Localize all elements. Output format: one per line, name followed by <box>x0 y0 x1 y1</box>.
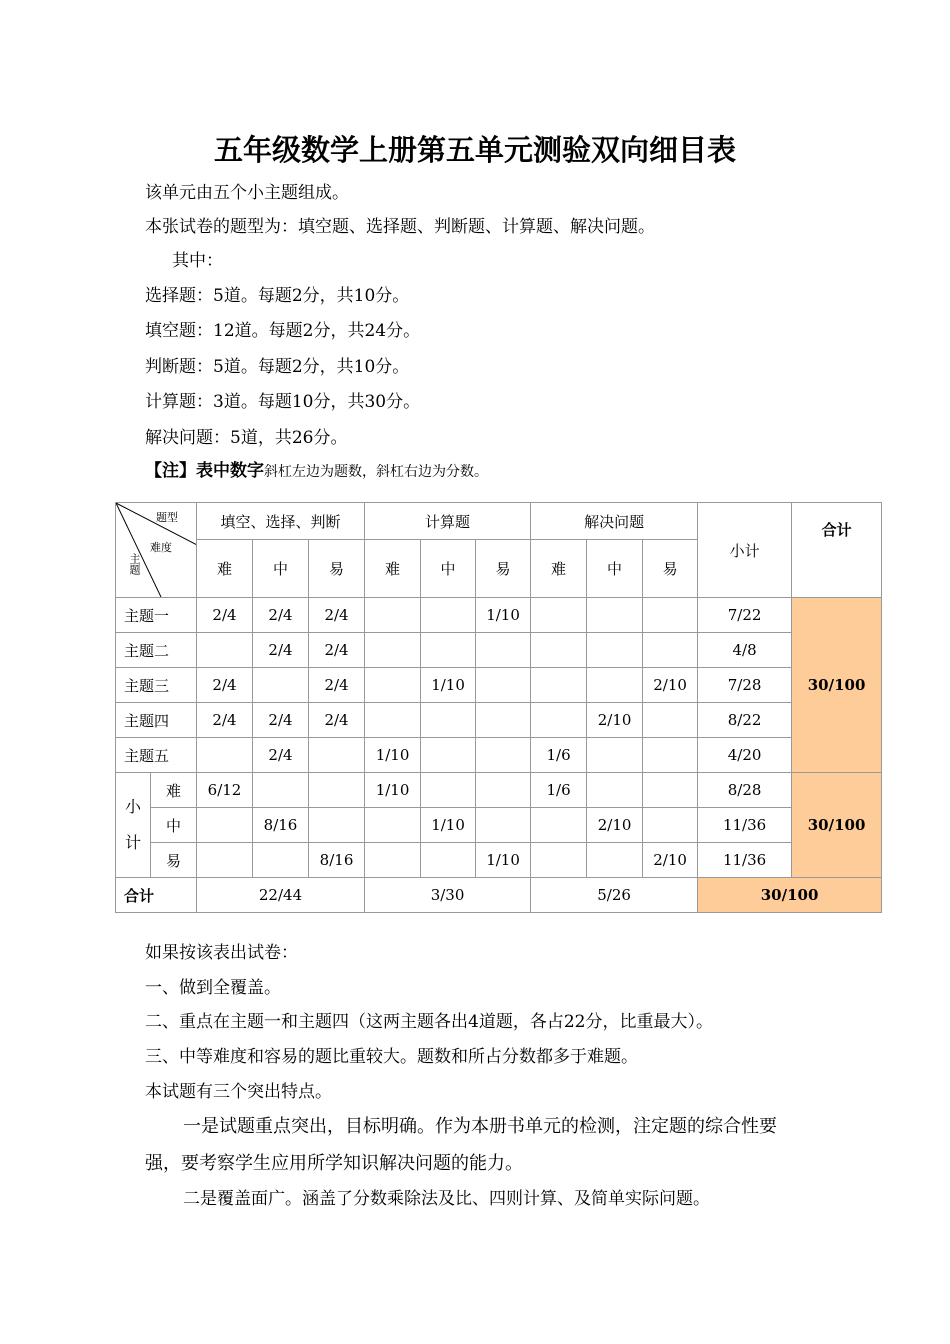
subtotal-cell: 8/22 <box>698 703 792 738</box>
level-header: 易 <box>476 540 531 598</box>
table-cell: 2/10 <box>643 668 698 703</box>
table-cell: 1/10 <box>365 773 421 808</box>
table-cell <box>531 668 587 703</box>
corner-difficulty-label: 难度 <box>150 541 172 554</box>
table-cell: 2/4 <box>197 668 253 703</box>
page-title: 五年级数学上册第五单元测验双向细目表 <box>213 133 736 167</box>
table-cell <box>253 843 309 878</box>
subtotal-cell: 4/8 <box>698 633 792 668</box>
subtotal-label-char: 小 <box>124 797 141 816</box>
table-cell <box>253 773 309 808</box>
table-cell <box>309 808 365 843</box>
table-cell: 2/4 <box>253 598 309 633</box>
level-header: 中 <box>253 540 309 598</box>
table-cell <box>476 633 531 668</box>
table-row <box>116 668 882 703</box>
level-header: 易 <box>643 540 698 598</box>
level-name: 难 <box>151 773 197 808</box>
body-line: 如果按该表出试卷： <box>145 943 298 963</box>
intro-line: 其中： <box>172 251 223 271</box>
body-line: 强，要考察学生应用所学知识解决问题的能力。 <box>145 1153 523 1174</box>
table-cell <box>476 703 531 738</box>
intro-line: 解决问题：5道，共26分。 <box>145 428 348 448</box>
level-name: 易 <box>151 843 197 878</box>
table-cell <box>421 773 476 808</box>
level-header: 中 <box>421 540 476 598</box>
table-row <box>116 773 882 808</box>
corner-topic-label: 主题 <box>128 553 141 575</box>
table-cell: 2/10 <box>643 843 698 878</box>
table-cell <box>197 808 253 843</box>
table-cell <box>365 633 421 668</box>
table-cell <box>531 633 587 668</box>
table-cell <box>531 598 587 633</box>
table-cell: 1/10 <box>476 598 531 633</box>
table-cell <box>587 773 643 808</box>
table-cell <box>531 808 587 843</box>
table-cell: 1/6 <box>531 738 587 773</box>
table-row <box>116 808 882 843</box>
table-cell <box>476 773 531 808</box>
table-cell: 1/10 <box>365 738 421 773</box>
table-cell: 2/4 <box>253 738 309 773</box>
table-cell <box>421 598 476 633</box>
level-name: 中 <box>151 808 197 843</box>
table-cell <box>365 598 421 633</box>
table-cell <box>197 843 253 878</box>
total-row <box>116 878 882 913</box>
body-line: 一、做到全覆盖。 <box>145 978 281 998</box>
intro-line: 本张试卷的题型为：填空题、选择题、判断题、计算题、解决问题。 <box>145 217 655 237</box>
body-line: 一是试题重点突出，目标明确。作为本册书单元的检测，注定题的综合性要 <box>183 1116 777 1137</box>
topic-name: 主题五 <box>116 738 197 773</box>
table-cell <box>643 773 698 808</box>
table-cell: 2/4 <box>253 633 309 668</box>
table-cell <box>365 668 421 703</box>
table-cell <box>587 843 643 878</box>
table-cell <box>365 808 421 843</box>
group-header: 解决问题 <box>531 503 698 540</box>
group-total-cell: 22/44 <box>197 878 365 913</box>
body-line: 二、重点在主题一和主题四（这两主题各出4道题，各占22分，比重最大）。 <box>145 1012 713 1032</box>
intro-line: 计算题：3道。每题10分，共30分。 <box>145 392 421 412</box>
table-cell <box>365 843 421 878</box>
intro-line: 选择题：5道。每题2分，共10分。 <box>145 286 410 306</box>
group-header: 计算题 <box>365 503 531 540</box>
level-header: 难 <box>531 540 587 598</box>
table-row <box>116 738 882 773</box>
subtotal-cell: 7/22 <box>698 598 792 633</box>
subtotal-cell: 11/36 <box>698 808 792 843</box>
level-header: 难 <box>197 540 253 598</box>
table-cell <box>587 738 643 773</box>
table-cell <box>587 633 643 668</box>
subtotal-header: 小计 <box>698 503 792 598</box>
table-cell <box>531 703 587 738</box>
table-row <box>116 843 882 878</box>
subtotal-label-char: 计 <box>124 833 141 852</box>
table-row <box>116 598 882 633</box>
table-cell: 2/4 <box>309 633 365 668</box>
total-row-label: 合计 <box>116 878 197 913</box>
table-cell: 2/4 <box>309 668 365 703</box>
table-cell <box>197 633 253 668</box>
table-cell <box>309 738 365 773</box>
table-cell <box>587 668 643 703</box>
table-cell <box>531 843 587 878</box>
note-text: 斜杠左边为题数，斜杠右边为分数。 <box>264 464 488 480</box>
table-cell: 2/4 <box>309 598 365 633</box>
group-total-cell: 3/30 <box>365 878 531 913</box>
table-cell: 2/10 <box>587 703 643 738</box>
table-cell: 8/16 <box>253 808 309 843</box>
topic-name: 主题三 <box>116 668 197 703</box>
subtotal-cell: 4/20 <box>698 738 792 773</box>
body-line: 本试题有三个突出特点。 <box>145 1082 332 1102</box>
table-cell: 2/10 <box>587 808 643 843</box>
intro-line: 该单元由五个小主题组成。 <box>145 183 349 203</box>
table-note <box>145 456 488 481</box>
intro-line: 填空题：12道。每题2分，共24分。 <box>145 321 421 341</box>
table-cell <box>643 808 698 843</box>
topic-name: 主题四 <box>116 703 197 738</box>
table-cell: 8/16 <box>309 843 365 878</box>
topic-name: 主题二 <box>116 633 197 668</box>
subtotal-row-label <box>116 773 151 878</box>
table-cell <box>421 738 476 773</box>
level-header: 中 <box>587 540 643 598</box>
topic-name: 主题一 <box>116 598 197 633</box>
topic-total-cell: 30/100 <box>792 598 882 773</box>
table-cell: 2/4 <box>197 598 253 633</box>
table-cell <box>197 738 253 773</box>
group-header: 填空、选择、判断 <box>197 503 365 540</box>
table-cell <box>253 668 309 703</box>
level-header: 难 <box>365 540 421 598</box>
table-cell <box>643 738 698 773</box>
table-cell <box>476 738 531 773</box>
body-line: 二是覆盖面广。涵盖了分数乘除法及比、四则计算、及简单实际问题。 <box>183 1189 710 1209</box>
subtotal-cell: 8/28 <box>698 773 792 808</box>
table-row <box>116 633 882 668</box>
table-cell <box>643 633 698 668</box>
table-cell <box>309 773 365 808</box>
spec-table <box>115 502 882 913</box>
table-cell: 2/4 <box>253 703 309 738</box>
table-row <box>116 703 882 738</box>
table-cell: 1/6 <box>531 773 587 808</box>
corner-cell <box>116 503 197 598</box>
table-cell: 2/4 <box>197 703 253 738</box>
note-bracket: 【注】 <box>145 461 196 481</box>
table-cell: 1/10 <box>421 808 476 843</box>
table-cell: 1/10 <box>421 668 476 703</box>
table-cell: 6/12 <box>197 773 253 808</box>
subtotal-cell: 7/28 <box>698 668 792 703</box>
table-cell: 2/4 <box>309 703 365 738</box>
intro-line: 判断题：5道。每题2分，共10分。 <box>145 357 410 377</box>
table-cell <box>421 703 476 738</box>
corner-type-label: 题型 <box>156 511 178 524</box>
table-cell: 1/10 <box>476 843 531 878</box>
note-bold: 表中数字 <box>196 461 264 481</box>
subtotal-cell: 11/36 <box>698 843 792 878</box>
group-total-cell: 5/26 <box>531 878 698 913</box>
grand-total-cell: 30/100 <box>698 878 882 913</box>
table-cell <box>421 633 476 668</box>
total-header: 合计 <box>792 503 882 598</box>
level-total-cell: 30/100 <box>792 773 882 878</box>
table-cell <box>476 668 531 703</box>
table-cell <box>643 598 698 633</box>
level-header: 易 <box>309 540 365 598</box>
table-cell <box>476 808 531 843</box>
table-cell <box>365 703 421 738</box>
table-cell <box>643 703 698 738</box>
table-cell <box>421 843 476 878</box>
table-cell <box>587 598 643 633</box>
body-line: 三、中等难度和容易的题比重较大。题数和所占分数都多于难题。 <box>145 1047 638 1067</box>
